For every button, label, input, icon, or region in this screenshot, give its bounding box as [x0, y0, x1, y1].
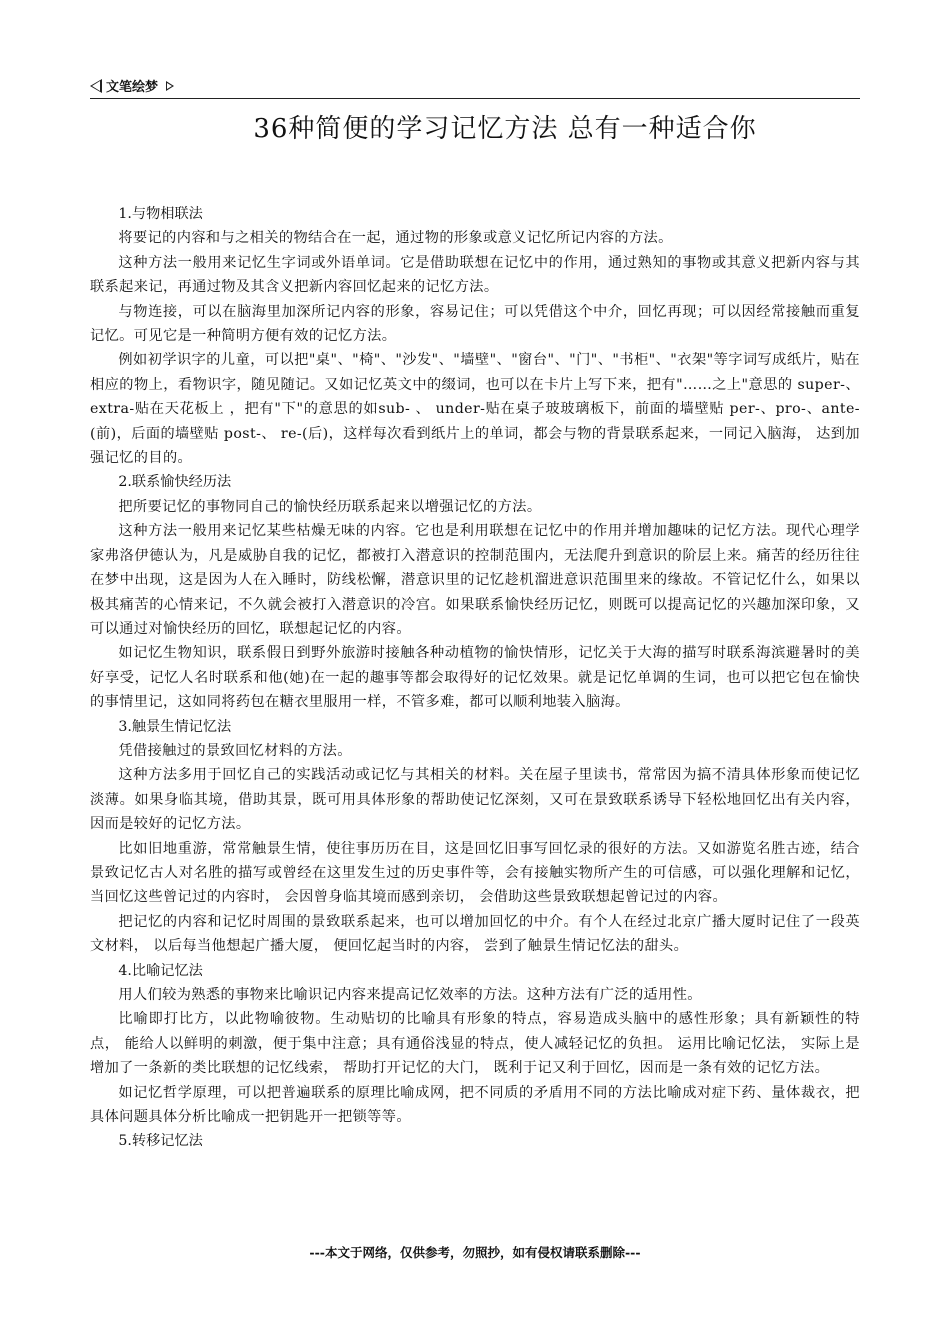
section-heading: 3.触景生情记忆法 — [118, 718, 232, 735]
article-body — [90, 202, 860, 1154]
section-heading: 5.转移记忆法 — [118, 1133, 203, 1150]
page-footer: ---本文于网络，仅供参考，勿照抄，如有侵权请联系删除--- — [309, 1245, 641, 1260]
page-header — [90, 74, 860, 99]
section-heading: 2.联系愉快经历法 — [118, 474, 232, 491]
paragraph: 凭借接触过的景致回忆材料的方法。 — [118, 742, 352, 759]
paragraph: 将要记的内容和与之相关的物结合在一起，通过物的形象或意义记忆所记内容的方法。 — [118, 230, 673, 247]
paragraph: 与物连接，可以在脑海里加深所记内容的形象，容易记住；可以凭借这个中介，回忆再现；可以因经常接触而重复记忆。可见它是一种简明方便有效的记忆方法。 — [90, 303, 860, 345]
section-heading: 1.与物相联法 — [118, 206, 203, 222]
paragraph: 例如初学识字的儿童，可以把"桌"、"椅"、"沙发"、"墙壁"、"窗台"、"门"、"书柜"、"衣架"等字词写成纸片，贴在相应的物上，看物识字，随见随记。又如记忆英文中的缀词，也可以在卡片上写下来，把有"……之上"意思的 super-、 extra-贴在天花板上 ，把有"下"的意思的如sub- 、 under-贴在桌子玻玻璃板下，前面的墙壁贴 per-、pro-、ante-(前)，后面的墙壁贴 post-、 re-(后)，这样每次看到纸片上的单词，都会与物的背景联系起来，一同记入脑海， 达到加强记忆的目的。 — [90, 352, 860, 467]
paragraph: 把所要记忆的事物同自己的愉快经历联系起来以增强记忆的方法。 — [118, 498, 542, 515]
brand-name: 文笔绘梦 — [106, 80, 159, 95]
brand — [90, 76, 174, 95]
paragraph: 如记忆生物知识，联系假日到野外旅游时接触各种动植物的愉快情形，记忆关于大海的描写时联系海滨避暑时的美好享受，记忆人名时联系和他(她)在一起的趣事等都会取得好的记忆效果。就是记忆单调的生词，也可以把它包在愉快的事情里记，这如同将药包在糖衣里服用一样，不管多难，都可以顺利地装入脑海。 — [90, 645, 860, 711]
paragraph: 比喻即打比方，以此物喻彼物。生动贴切的比喻具有形象的特点，容易造成头脑中的感性形象；具有新颖性的特点， 能给人以鲜明的刺激，便于集中注意；具有通俗浅显的特点，使人减轻记忆的负担。 运用比喻记忆法， 实际上是增加了一条新的类比联想的记忆线索， 帮助打开记忆的大门， 既利于记又利于回忆，因而是一条有效的记忆方法。 — [90, 1011, 860, 1077]
paragraph: 用人们较为熟悉的事物来比喻识记内容来提高记忆效率的方法。这种方法有广泛的适用性。 — [118, 987, 702, 1003]
paragraph: 比如旧地重游，常常触景生情，使往事历历在目，这是回忆旧事写回忆录的很好的方法。又如游览名胜古迹，结合景致记忆古人对名胜的描写或曾经在这里发生过的历史事件等，会有接触实物所产生的可信感，可以强化理解和记忆，当回忆这些曾记过的内容时， 会因曾身临其境而感到亲切， 会借助这些景致联想起曾记过的内容。 — [90, 840, 860, 906]
paragraph: 这种方法一般用来记忆生字词或外语单词。它是借助联想在记忆中的作用，通过熟知的事物或其意义把新内容与其联系起来记，再通过物及其含义把新内容回忆起来的记忆方法。 — [90, 254, 860, 296]
page-title: 36种简便的学习记忆方法 总有一种适合你 — [253, 114, 757, 144]
triangle-right-icon — [166, 81, 174, 91]
triangle-left-icon — [90, 79, 102, 93]
section-heading: 4.比喻记忆法 — [118, 962, 203, 979]
paragraph: 把记忆的内容和记忆时周围的景致联系起来，也可以增加回忆的中介。有个人在经过北京广播大厦时记住了一段英文材料， 以后每当他想起广播大厦， 便回忆起当时的内容， 尝到了触景生情记忆法的甜头。 — [90, 913, 860, 955]
paragraph: 如记忆哲学原理，可以把普遍联系的原理比喻成网，把不同质的矛盾用不同的方法比喻成对症下药、量体裁衣，把具体问题具体分析比喻成一把钥匙开一把锁等等。 — [90, 1084, 860, 1126]
paragraph: 这种方法一般用来记忆某些枯燥无味的内容。它也是利用联想在记忆中的作用并增加趣味的记忆方法。现代心理学家弗洛伊德认为，凡是威胁自我的记忆，都被打入潜意识的控制范围内，无法爬升到意识的阶层上来。痛苦的经历往往在梦中出现，这是因为人在入睡时，防线松懈，潜意识里的记忆趁机溜进意识范围里来的缘故。不管记忆什么，如果以极其痛苦的心情来记，不久就会被打入潜意识的冷宫。如果联系愉快经历记忆，则既可以提高记忆的兴趣加深印象，又可以通过对愉快经历的回忆，联想起记忆的内容。 — [90, 523, 860, 637]
paragraph: 这种方法多用于回忆自己的实践活动或记忆与其相关的材料。关在屋子里读书，常常因为搞不清具体形象而使记忆淡薄。如果身临其境，借助其景，既可用具体形象的帮助使记忆深刻，又可在景致联系诱导下轻松地回忆出有关内容，因而是较好的记忆方法。 — [90, 767, 860, 833]
